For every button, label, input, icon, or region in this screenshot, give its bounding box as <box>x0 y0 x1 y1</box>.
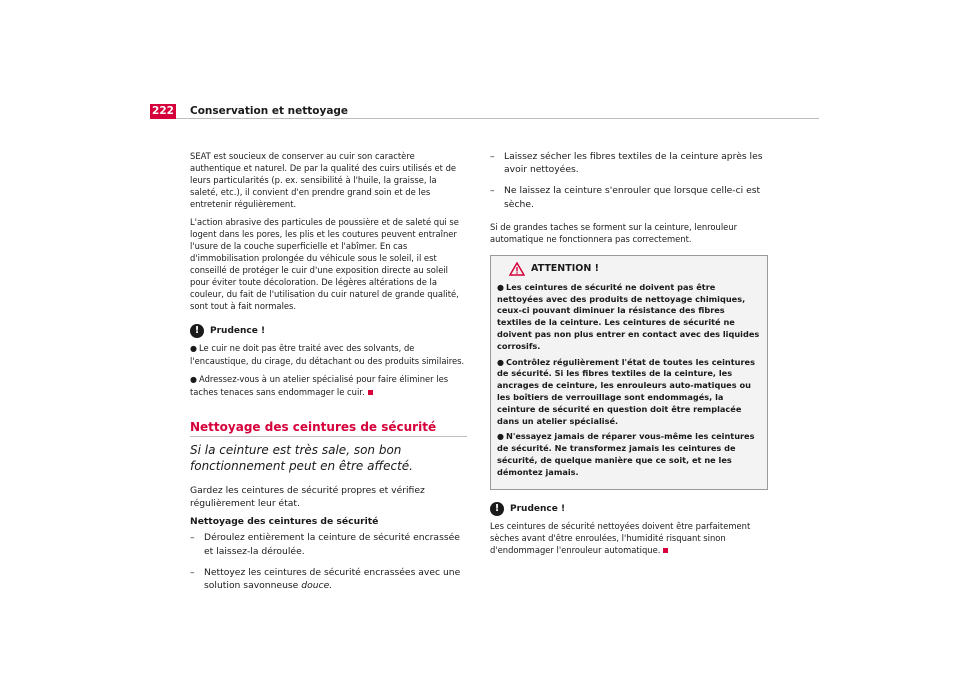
right-column <box>490 150 768 562</box>
warning-item: ● N'essayez jamais de réparer vous-même les ceintures de sécurité. Ne transformez jamais les ceintures de sécurité, de quelque manière que ce soit, et ne les démontez jamais. <box>497 431 755 477</box>
warning-item: ● Contrôlez régulièrement l'état de toutes les ceintures de sécurité. Si les fibres textiles de la ceinture, les ancrages de ceinture, les enrouleurs auto-matiques ou les boîtiers de verrouillage sont endommagés, la ceinture de sécurité en question doit être remplacée dans un atelier spécialisé. <box>497 356 755 426</box>
bullet-icon: ● <box>190 375 197 384</box>
caution-text: Les ceintures de sécurité nettoyées doivent être parfaitement sèches avant d'être enroulées, l'humidité risquant sinon d'endommager l'enrouleur automatique. <box>490 520 751 555</box>
step-item: – Nettoyez les ceintures de sécurité encrassées avec une solution savonneuse douce. <box>190 566 461 592</box>
caution-item: ● Le cuir ne doit pas être traité avec des solvants, de l'encaustique, du cirage, du détachant ou des produits similaires. <box>190 343 465 366</box>
bullet-icon: ● <box>190 344 197 353</box>
caution-label: Prudence ! <box>210 326 266 336</box>
steps-title: Nettoyage des ceintures de sécurité <box>190 516 379 528</box>
header-divider <box>176 118 819 119</box>
intro-paragraph-1: SEAT est soucieux de conserver au cuir son caractère authentique et naturel. De par la qualité des cuirs utilisés et de leurs particularités (p. ex. sensibilité à l'huile, la graisse, la saleté, etc.), il convient d'en prendre grand soin et de les entretenir régulièrement. <box>190 151 457 209</box>
section-title: Nettoyage des ceintures de sécurité <box>190 420 467 437</box>
end-of-section-icon <box>368 390 373 395</box>
intro-paragraph-2: L'action abrasive des particules de poussière et de saleté qui se logent dans les pores, les plis et les coutures peuvent entraîner l'usure de la couche superficielle et l'abîmer. En cas d'immobilisation prolongée du véhicule sous le soleil, il est conseillé de protéger le cuir d'une exposition directe au soleil pour éviter toute décoloration. De légères altérations de la couleur, du fait de l'utilisation du cuir naturel de grande qualité, sont tout à fait normales. <box>190 217 459 311</box>
step-item: – Ne laissez la ceinture s'enrouler que lorsque celle-ci est sèche. <box>490 185 761 210</box>
step-item: – Laissez sécher les fibres textiles de la ceinture après les avoir nettoyées. <box>490 151 763 176</box>
bullet-icon: ● <box>497 432 504 442</box>
exclamation-icon: ! <box>490 502 504 516</box>
warning-box <box>490 255 768 490</box>
section-subtitle: Si la ceinture est très sale, son bon fonctionnement peut en être affecté. <box>190 443 413 473</box>
page-number: 222 <box>150 104 176 119</box>
chapter-title: Conservation et nettoyage <box>190 105 349 117</box>
caution-item: ● Adressez-vous à un atelier spécialisé pour faire éliminer les taches tenaces sans endommager le cuir. <box>190 374 449 397</box>
caution-header <box>190 324 467 338</box>
note-text: Si de grandes taches se forment sur la ceinture, lenrouleur automatique ne fonctionnera pas correctement. <box>490 221 738 244</box>
bullet-icon: ● <box>497 357 504 367</box>
warning-label: ATTENTION ! <box>531 263 599 275</box>
body-text: Gardez les ceintures de sécurité propres et vérifiez régulièrement leur état. <box>190 485 425 510</box>
warning-header <box>509 262 761 276</box>
warning-triangle-icon <box>509 262 525 276</box>
warning-item: ● Les ceintures de sécurité ne doivent pas être nettoyées avec des produits de nettoyage chimiques, ceux-ci pouvant diminuer la résistance des fibres textiles de la ceinture. Les ceintures de sécurité ne doivent pas non plus entrer en contact avec des liquides corrosifs. <box>497 281 760 351</box>
caution-label: Prudence ! <box>510 503 566 514</box>
end-of-section-icon <box>663 548 668 553</box>
step-item: – Déroulez entièrement la ceinture de sécurité encrassée et laissez-la déroulée. <box>190 532 460 557</box>
left-column <box>190 150 467 600</box>
exclamation-icon: ! <box>190 324 204 338</box>
bullet-icon: ● <box>497 282 504 292</box>
caution-header <box>490 502 768 516</box>
